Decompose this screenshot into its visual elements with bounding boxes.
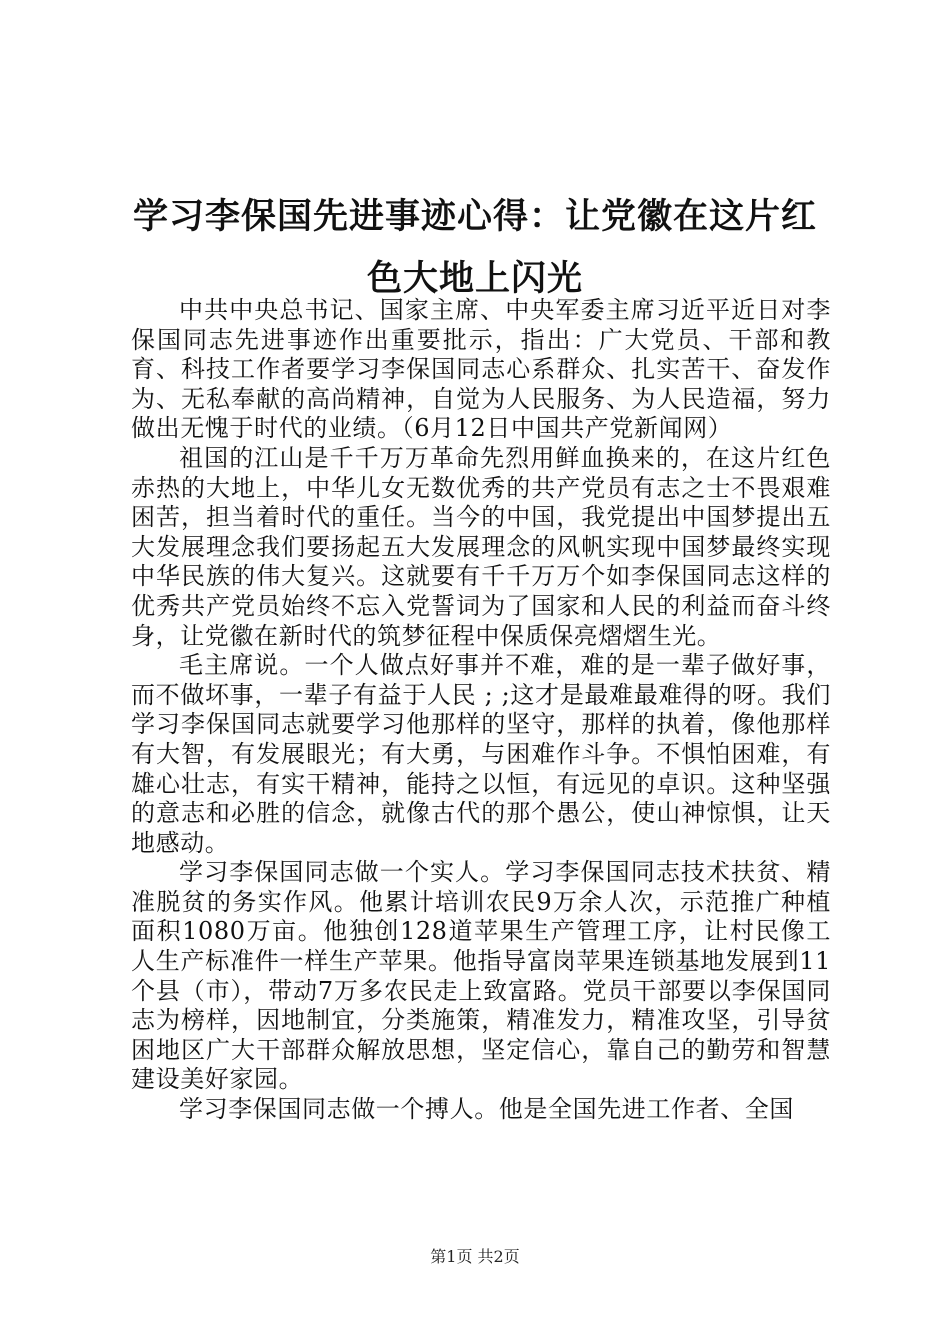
page-number-footer: 第1页 共2页	[430, 1247, 520, 1266]
page-title: 学习李保国先进事迹心得：让党徽在这片红色大地上闪光	[132, 196, 817, 299]
paragraph-1: 中共中央总书记、国家主席、中央军委主席习近平近日对李保国同志先进事迹作出重要批示，指出：广大党员、干部和教育、科技工作者要学习李保国同志心系群众、扎实苦干、奋发作为、无私奉献的高尚精神，自觉为人民服务、为人民造福，努力做出无愧于时代的业绩。（6月12日中国共产党新闻网）	[131, 296, 831, 443]
paragraph-2: 祖国的江山是千千万万革命先烈用鲜血换来的，在这片红色赤热的大地上，中华儿女无数优秀的共产党员有志之士不畏艰难困苦，担当着时代的重任。当今的中国，我党提出中国梦提出五大发展理念我们要扬起五大发展理念的风帆实现中国梦最终实现中华民族的伟大复兴。这就要有千千万万个如李保国同志这样的优秀共产党员始终不忘入党誓词为了国家和人民的利益而奋斗终身，让党徽在新时代的筑梦征程中保质保亮熠熠生光。	[131, 443, 831, 650]
paragraph-3: 毛主席说。一个人做点好事并不难，难的是一辈子做好事，而不做坏事，一辈子有益于人民 ; ;这才是最难最难得的呀。我们学习李保国同志就要学习他那样的坚守，那样的执着，像他那样有大智，有发展眼光；有大勇，与困难作斗争。不惧怕困难，有雄心壮志，有实干精神，能持之以恒，有远见的卓识。这种坚强的意志和必胜的信念，就像古代的那个愚公，使山神惊惧，让天地感动。	[131, 651, 831, 857]
paragraph-4: 学习李保国同志做一个实人。学习李保国同志技术扶贫、精准脱贫的务实作风。他累计培训农民9万余人次，示范推广种植面积1080万亩。他独创128道苹果生产管理工序，让村民像工人生产标准件一样生产苹果。他指导富岗苹果连锁基地发展到11个县（市），带动7万多农民走上致富路。党员干部要以李保国同志为榜样，因地制宜，分类施策，精准发力，精准攻坚，引导贫困地区广大干部群众解放思想，坚定信心，靠自己的勤劳和智慧建设美好家园。	[131, 858, 831, 1094]
paragraph-5: 学习李保国同志做一个搏人。他是全国先进工作者、全国	[179, 1095, 794, 1124]
document-body	[131, 296, 831, 1125]
